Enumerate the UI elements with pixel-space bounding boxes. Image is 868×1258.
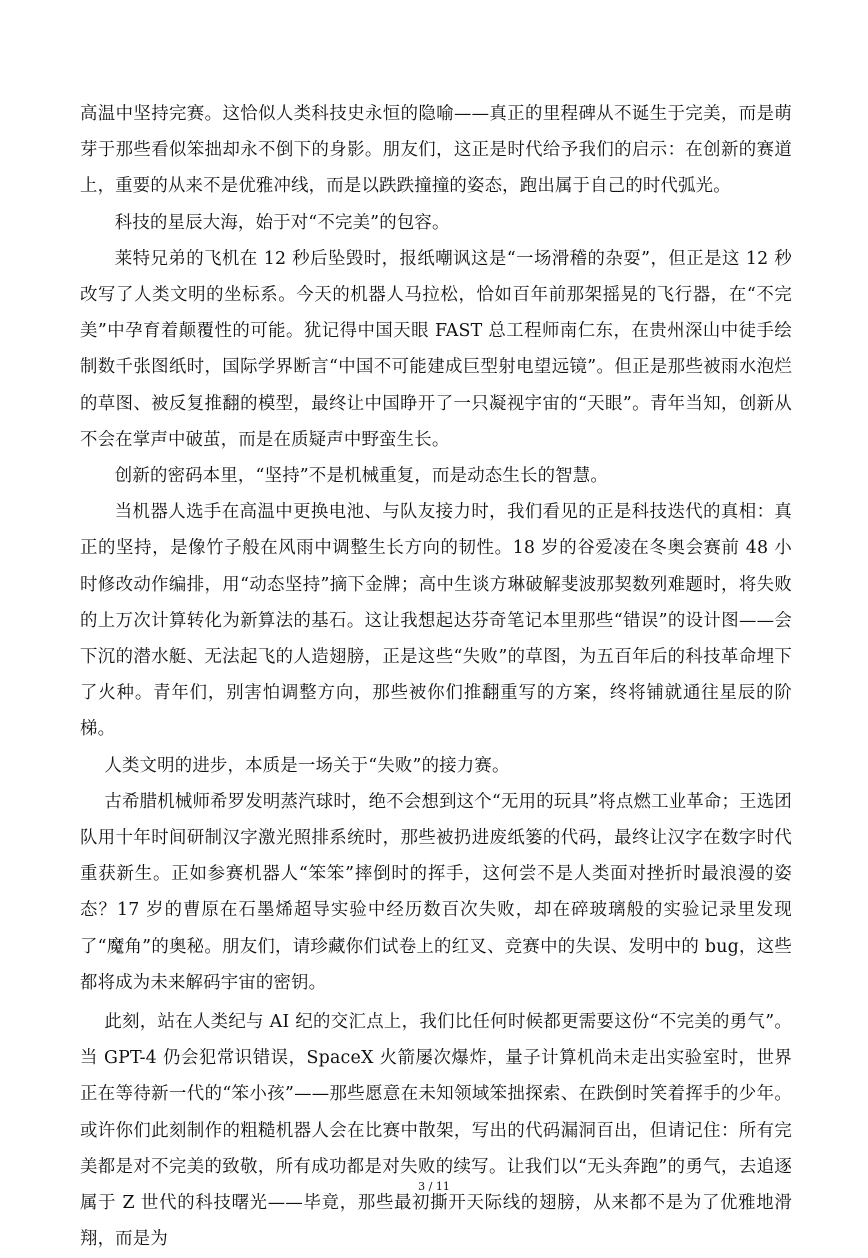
paragraph-1: 高温中坚持完赛。这恰似人类科技史永恒的隐喻——真正的里程碑从不诞生于完美，而是萌芽于那些看似笨拙却永不倒下的身影。朋友们，这正是时代给予我们的启示：在创新的赛道上，重要的从来不是优雅冲线，而是以跌跌撞撞的姿态，跑出属于自己的时代弧光。 (80, 104, 792, 197)
paragraph-4: 创新的密码本里，“坚持”不是机械重复，而是动态生长的智慧。 (114, 466, 608, 487)
paragraph-8: 此刻，站在人类纪与 AI 纪的交汇点上，我们比任何时候都更需要这份“不完美的勇气”。当 GPT-4 仍会犯常识错误，SpaceX 火箭屡次爆炸，量子计算机尚未走出实验室时，世界正在等待新一代的“笨小孩”——那些愿意在未知领域笨拙探索、在跌倒时笑着挥手的少年。或许你们此刻制作的粗糙机器人会在比赛中散架，写出的代码漏洞百出，但请记住：所有完美都是对不完美的致敬，所有成功都是对失败的续写。让我们以“无头奔跑”的勇气，去追逐属于 Z 世代的科技曙光——毕竟，那些最初撕开天际线的翅膀，从来都不是为了优雅地滑翔，而是为 (80, 1012, 792, 1250)
paragraph-3: 莱特兄弟的飞机在 12 秒后坠毁时，报纸嘲讽这是“一场滑稽的杂耍”，但正是这 12 秒改写了人类文明的坐标系。今天的机器人马拉松，恰如百年前那架摇晃的飞行器，在“不完美”中孕育着颠覆性的可能。犹记得中国天眼 FAST 总工程师南仁东，在贵州深山中徒手绘制数千张图纸时，国际学界断言“中国不可能建成巨型射电望远镜”。但正是那些被雨水泡烂的草图、被反复推翻的模型，最终让中国睁开了一只凝视宇宙的“天眼”。青年当知，创新从不会在掌声中破茧，而是在质疑声中野蛮生长。 (80, 248, 792, 450)
document-body (80, 96, 792, 1258)
paragraph-2: 科技的星辰大海，始于对“不完美”的包容。 (114, 212, 450, 233)
page-number: 3 / 11 (418, 1180, 450, 1193)
paragraph-6: 人类文明的进步，本质是一场关于“失败”的接力赛。 (104, 755, 510, 776)
paragraph-5: 当机器人选手在高温中更换电池、与队友接力时，我们看见的正是科技迭代的真相：真正的坚持，是像竹子般在风雨中调整生长方向的韧性。18 岁的谷爱凌在冬奥会赛前 48 小时修改动作编排，用“动态坚持”摘下金牌；高中生谈方琳破解斐波那契数列难题时，将失败的上万次计算转化为新算法的基石。这让我想起达芬奇笔记本里那些“错误”的设计图——会下沉的潜水艇、无法起飞的人造翅膀，正是这些“失败”的草图，为五百年后的科技革命埋下了火种。青年们，别害怕调整方向，那些被你们推翻重写的方案，终将铺就通往星辰的阶梯。 (80, 502, 792, 740)
paragraph-7: 古希腊机械师希罗发明蒸汽球时，绝不会想到这个“无用的玩具”将点燃工业革命；王选团队用十年时间研制汉字激光照排系统时，那些被扔进废纸篓的代码，最终让汉字在数字时代重获新生。正如参赛机器人“笨笨”摔倒时的挥手，这何尝不是人类面对挫折时最浪漫的姿态？17 岁的曹原在石墨烯超导实验中经历数百次失败，却在碎玻璃般的实验记录里发现了“魔角”的奥秘。朋友们，请珍藏你们试卷上的红叉、竞赛中的失误、发明中的 bug，这些都将成为未来解码宇宙的密钥。 (80, 791, 792, 993)
